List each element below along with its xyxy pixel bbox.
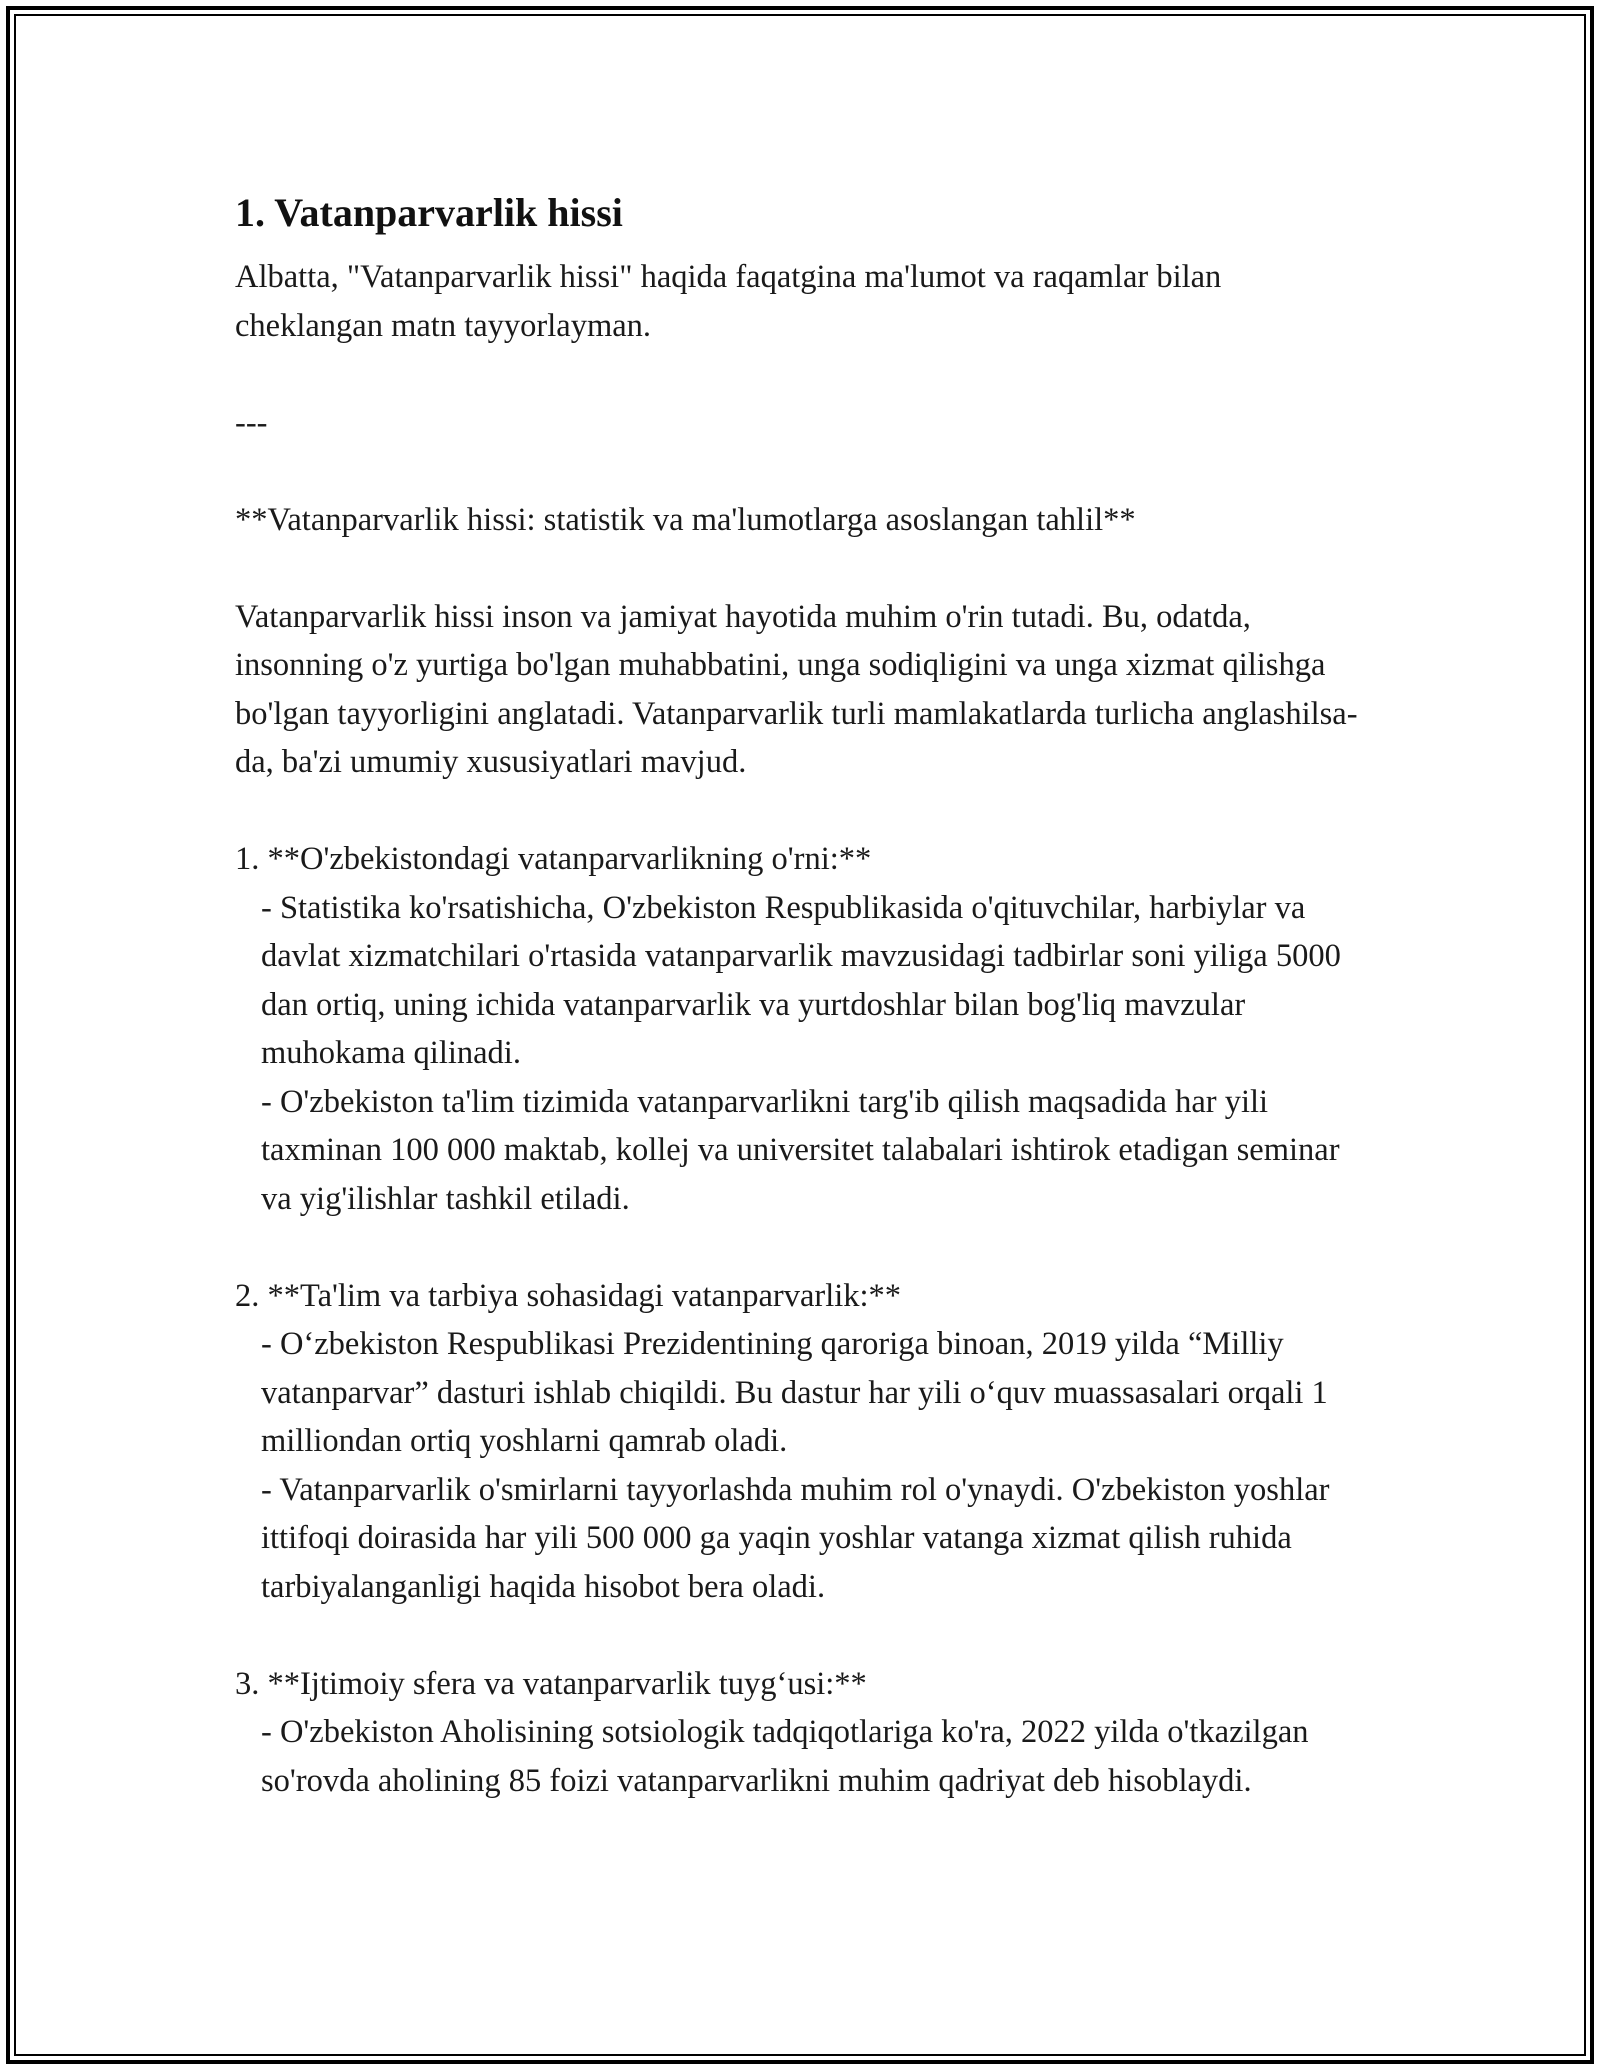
section-heading: 1. **O'zbekistondagi vatanparvarlikning o'rni:** xyxy=(235,841,872,877)
spacer xyxy=(235,350,1375,399)
spacer xyxy=(235,1611,1375,1660)
spacer xyxy=(235,544,1375,593)
section-item: - Statistika ko'rsatishicha, O'zbekiston Respublikasida o'qituvchilar, harbiylar va davlat xizmatchilari o'rtasida vatanparvarlik mavzusidagi tadbirlar soni yiliga 5000 dan ortiq, uning ichida vatanparvarlik va yurtdoshlar bilan bog'liq mavzular muhokama qilinadi. xyxy=(261,889,1349,1071)
section-item: - O'zbekiston Aholisining sotsiologik tadqiqotlariga ko'ra, 2022 yilda o'tkazilgan so'rovda aholining 85 foizi vatanparvarlikni muhim qadriyat deb hisoblaydi. xyxy=(261,1714,1317,1799)
overview-paragraph: Vatanparvarlik hissi inson va jamiyat hayotida muhim o'rin tutadi. Bu, odatda, insonning o'z yurtiga bo'lgan muhabbatini, unga sodiqligini va unga xizmat qilishga bo'lgan tayyorligini anglatadi. Vatanparvarlik turli mamlakatlarda turlicha anglashilsa-da, ba'zi umumiy xususiyatlari mavjud. xyxy=(235,598,1358,780)
subtitle-line: **Vatanparvarlik hissi: statistik va ma'lumotlarga asoslangan tahlil** xyxy=(235,501,1136,538)
section-item: - O'zbekiston ta'lim tizimida vatanparvarlikni targ'ib qilish maqsadida har yili taxminan 100 000 maktab, kollej va universitet talabalari ishtirok etadigan seminar va yig'ilishlar tashkil etiladi. xyxy=(261,1083,1348,1217)
separator-line: --- xyxy=(235,404,268,441)
spacer xyxy=(235,1223,1375,1272)
section-1 xyxy=(235,835,1375,1223)
section-heading: 3. **Ijtimoiy sfera va vatanparvarlik tuyg‘usi:** xyxy=(235,1665,867,1702)
section-item: - O‘zbekiston Respublikasi Prezidentining qaroriga binoan, 2019 yilda “Milliy vatanparvar” dasturi ishlab chiqildi. Bu dastur har yili o‘quv muassasalari orqali 1 milliondan ortiq yoshlarni qamrab oladi. xyxy=(261,1326,1336,1459)
document-body xyxy=(235,185,1375,1805)
spacer xyxy=(235,447,1375,496)
section-2 xyxy=(235,1272,1375,1612)
document-title: 1. Vatanparvarlik hissi xyxy=(235,190,623,235)
intro-paragraph: Albatta, "Vatanparvarlik hissi" haqida faqatgina ma'lumot va raqamlar bilan cheklangan matn tayyorlayman. xyxy=(235,259,1230,344)
section-3 xyxy=(235,1660,1375,1806)
section-heading: 2. **Ta'lim va tarbiya sohasidagi vatanparvarlik:** xyxy=(235,1277,902,1314)
spacer xyxy=(235,787,1375,836)
section-item: - Vatanparvarlik o'smirlarni tayyorlashda muhim rol o'ynaydi. O'zbekiston yoshlar ittifoqi doirasida har yili 500 000 ga yaqin yoshlar vatanga xizmat qilish ruhida tarbiyalanganligi haqida hisobot bera oladi. xyxy=(261,1471,1338,1605)
